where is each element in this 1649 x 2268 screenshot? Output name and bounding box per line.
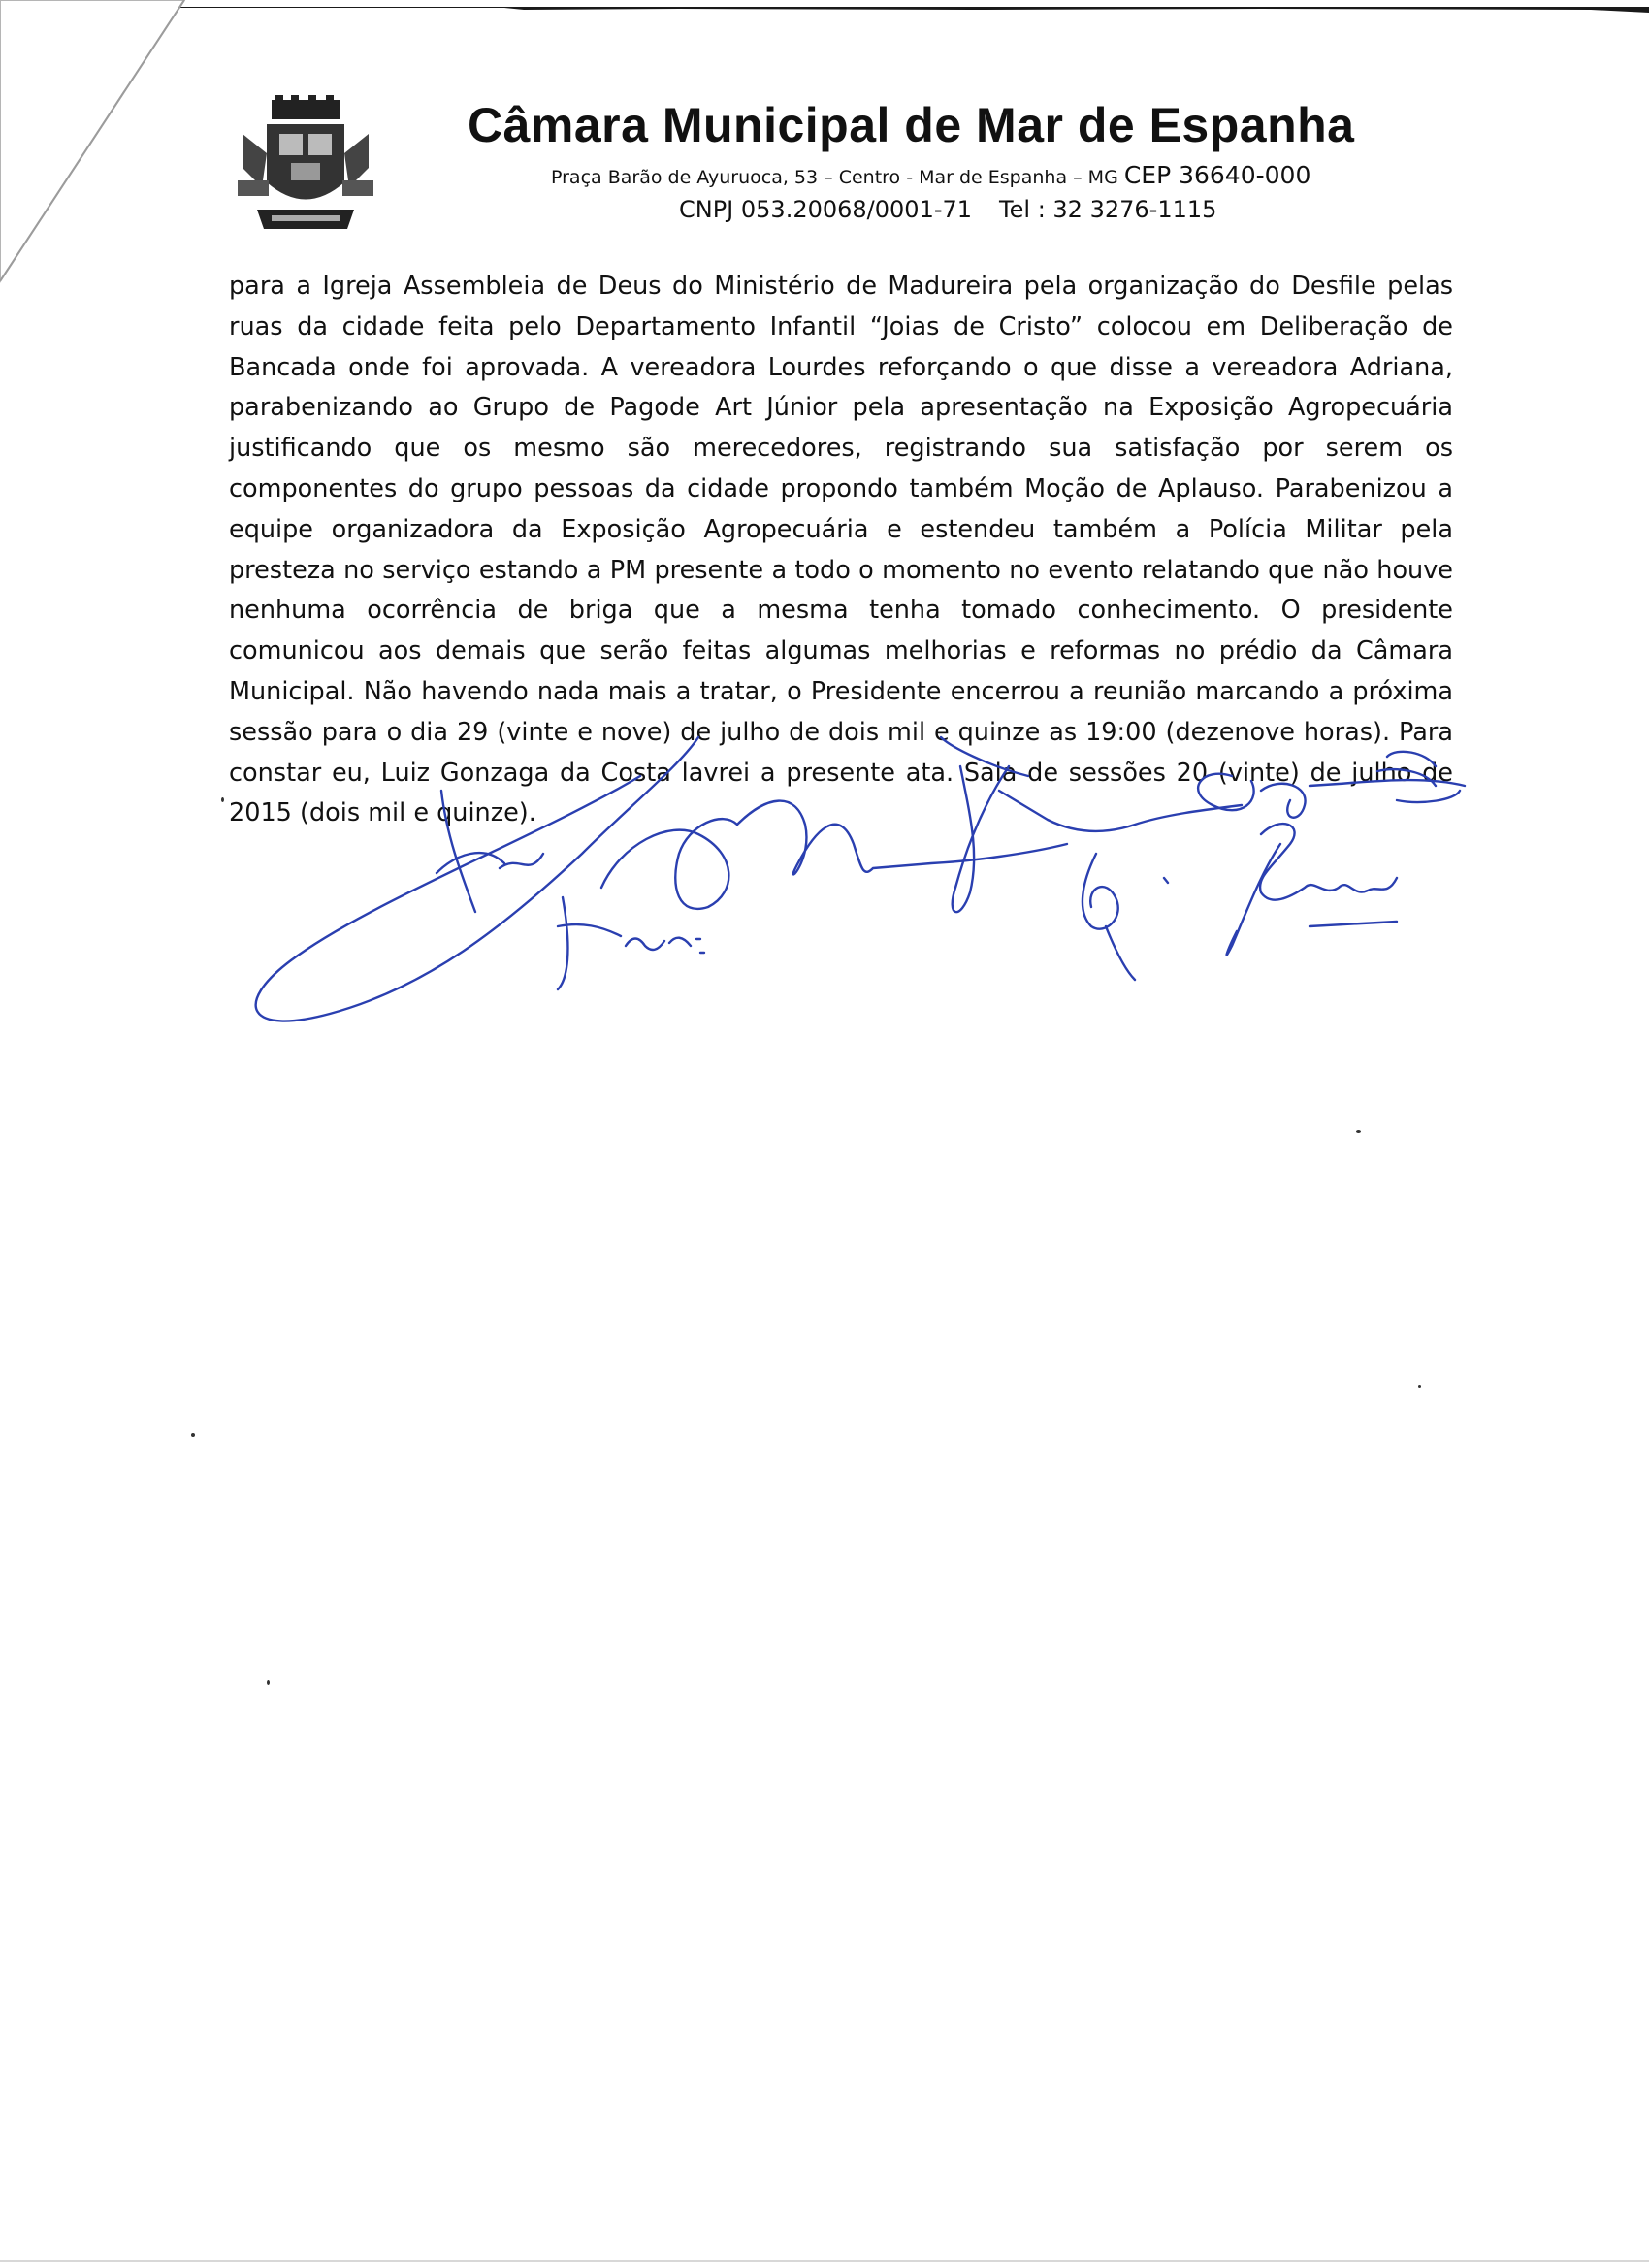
coat-of-arms xyxy=(233,95,378,239)
scan-speck xyxy=(221,797,224,802)
registration-line xyxy=(679,196,1216,223)
scan-bottom-edge xyxy=(0,2260,1649,2262)
scan-speck xyxy=(1418,1385,1421,1388)
cnpj-number: CNPJ 053.20068/0001-71 xyxy=(679,196,973,223)
institution-address xyxy=(551,161,1310,189)
scan-speck xyxy=(191,1433,195,1437)
scan-speck xyxy=(267,1680,270,1685)
address-line: Praça Barão de Ayuruoca, 53 – Centro - Mar de Espanha – MG xyxy=(551,167,1118,188)
letterhead xyxy=(0,0,1649,243)
municipal-coat-of-arms-icon xyxy=(233,226,378,243)
scan-speck xyxy=(1356,1130,1361,1133)
postal-code: CEP 36640-000 xyxy=(1123,161,1311,189)
institution-title: Câmara Municipal de Mar de Espanha xyxy=(468,98,1355,152)
telephone: Tel : 32 3276-1115 xyxy=(999,196,1217,223)
minutes-body-text: para a Igreja Assembleia de Deus do Ministério de Madureira pela organização do Desfile pelas ruas da cidade feita pelo Departamento Infantil “Joias de Cristo” colocou em Deliberação de Bancada onde foi aprovada. A vereadora Lourdes reforçando o que disse a vereadora Adriana, parabenizando ao Grupo de Pagode Art Júnior pela apresentação na Exposição Agropecuária justificando que os mesmo são merecedores, registrando sua satisfação por serem os componentes do grupo pessoas da cidade propondo também Moção de Aplauso. Parabenizou a equipe organizadora da Exposição Agropecuária e estendeu também a Polícia Militar pela presteza no serviço estando a PM presente a todo o momento no evento relatando que não houve nenhuma ocorrência de briga que a mesma tenha tomado conhecimento. O presidente comunicou aos demais que serão feitas algumas melhorias e reformas no prédio da Câmara Municipal. Não havendo nada mais a tratar, o Presidente encerrou a reunião marcando a próxima sessão para o dia 29 (vinte e nove) de julho de dois mil e quinze as 19:00 (dezenove horas). Para constar eu, Luiz Gonzaga da Costa lavrei a presente ata. Sala de sessões 20 (vinte) de julho de 2015 (dois mil e quinze). xyxy=(229,272,1453,828)
